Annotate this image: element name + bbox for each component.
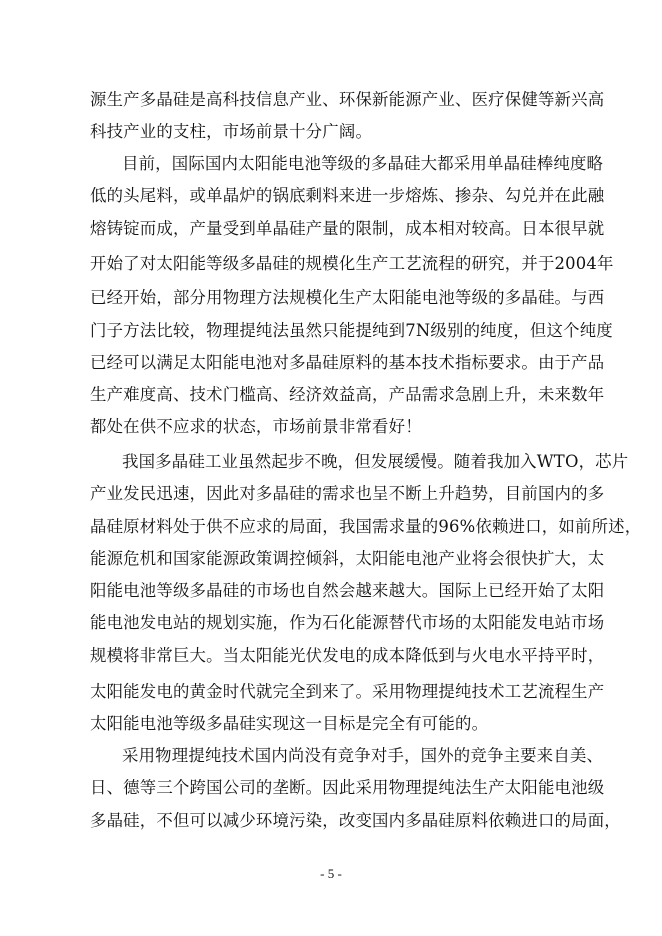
text-line: 能源危机和国家能源政策调控倾斜，太阳能电池产业将会很快扩大，太	[90, 549, 605, 568]
text-line: 晶硅原材料处于供不应求的局面，我国需求量的96%依赖进口，如前所述，	[90, 517, 642, 536]
text-line: 太阳能电池等级多晶硅实现这一目标是完全有可能的。	[90, 714, 489, 733]
text-line: 多晶硅，不但可以减少环境污染，改变国内多晶硅原料依赖进口的局面，	[90, 811, 621, 830]
text-line: 已经开始，部分用物理方法规模化生产太阳能电池等级的多晶硅。与西	[90, 288, 605, 307]
text-line: 太阳能发电的黄金时代就完全到来了。采用物理提纯技术工艺流程生产	[90, 682, 605, 701]
text-line: 源生产多晶硅是高科技信息产业、环保新能源产业、医疗保健等新兴高	[90, 90, 605, 109]
text-line: 采用物理提纯技术国内尚没有竞争对手，国外的竞争主要来自美、	[122, 746, 604, 765]
text-line: 低的头尾料，或单晶炉的锅底剩料来进一步熔炼、掺杂、勾兑并在此融	[90, 186, 605, 205]
text-line: 门子方法比较，物理提纯法虽然只能提纯到7N级别的纯度，但这个纯度	[90, 321, 613, 340]
text-line: 阳能电池等级多晶硅的市场也自然会越来越大。国际上已经开始了太阳	[90, 581, 605, 600]
text-line: 规模将非常巨大。当太阳能光伏发电的成本降低到与火电水平持平时，	[90, 646, 605, 665]
text-line: 都处在供不应求的状态，市场前景非常看好！	[90, 417, 422, 436]
text-line: 产业发民迅速，因此对多晶硅的需求也呈不断上升趋势，目前国内的多	[90, 484, 605, 503]
text-line: 已经可以满足太阳能电池对多晶硅原料的基本技术指标要求。由于产品	[90, 353, 605, 372]
text-line: 科技产业的支柱，市场前景十分广阔。	[90, 122, 373, 141]
text-line: 开始了对太阳能等级多晶硅的规模化生产工艺流程的研究，并于2004年	[90, 254, 614, 273]
text-line: 熔铸锭而成，产量受到单晶硅产量的限制，成本相对较高。日本很早就	[90, 219, 605, 238]
text-line: 日、德等三个跨国公司的垄断。因此采用物理提纯法生产太阳能电池级	[90, 778, 605, 797]
page-number: - 5 -	[320, 866, 342, 881]
text-line: 我国多晶硅工业虽然起步不晚，但发展缓慢。随着我加入WTO，芯片	[122, 452, 629, 471]
text-line: 生产难度高、技术门槛高、经济效益高，产品需求急剧上升，未来数年	[90, 385, 605, 404]
text-line: 能电池发电站的规划实施，作为石化能源替代市场的太阳能发电站市场	[90, 613, 605, 632]
text-line: 目前，国际国内太阳能电池等级的多晶硅大都采用单晶硅棒纯度略	[122, 154, 604, 173]
